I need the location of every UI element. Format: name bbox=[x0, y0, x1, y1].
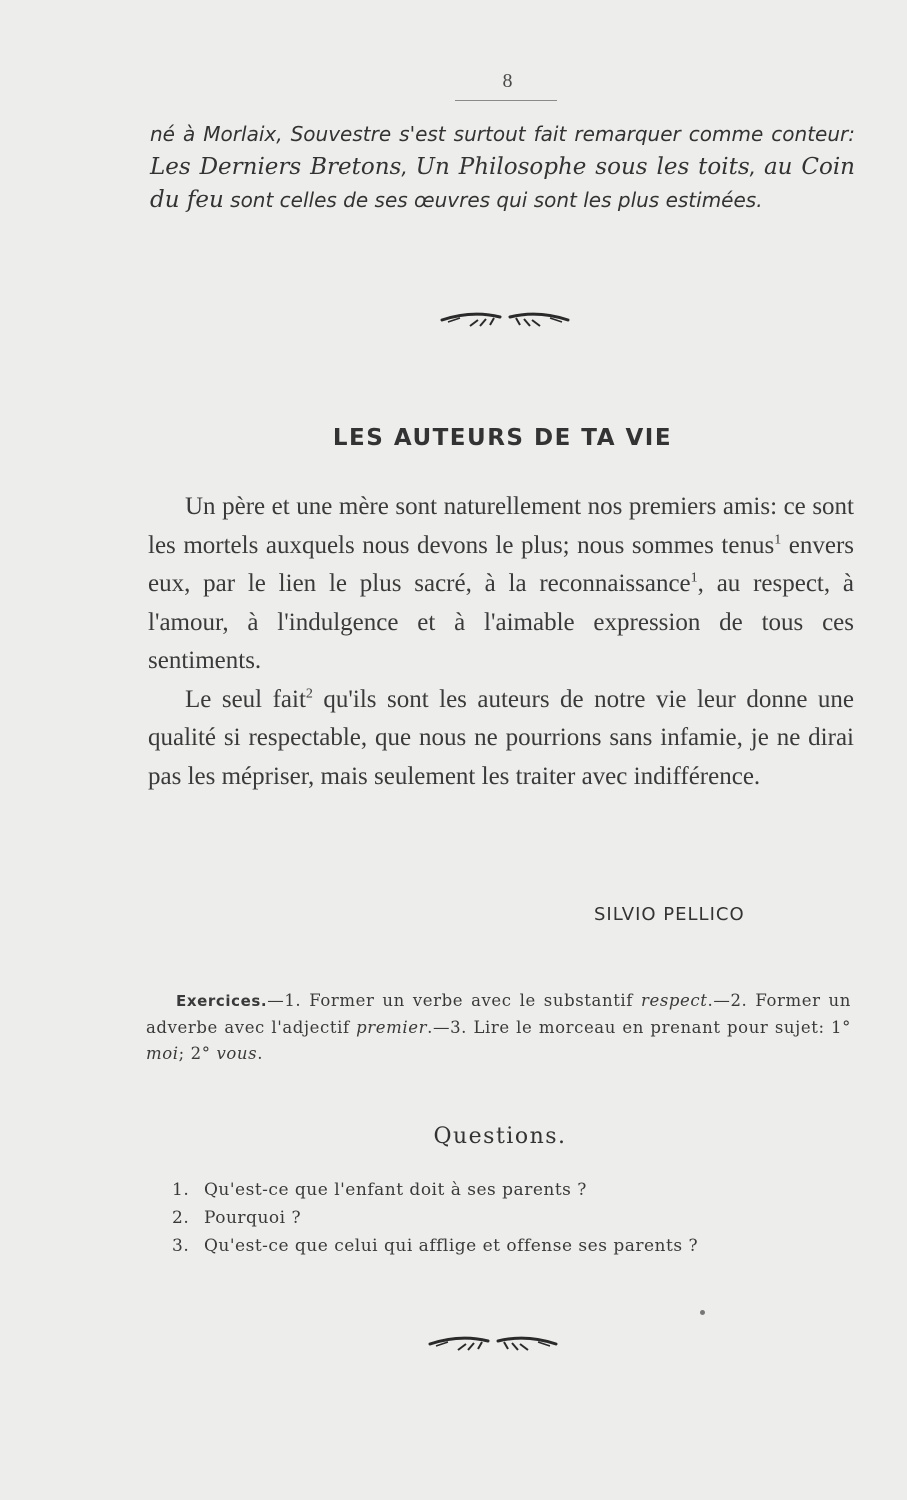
question-text: Qu'est-ce que celui qui afflige et offense ses parents ? bbox=[204, 1236, 699, 1256]
exercise-text: . bbox=[257, 1044, 264, 1063]
page-number: 8 bbox=[502, 70, 513, 92]
exercise-word: respect bbox=[640, 991, 708, 1010]
questions-heading: Questions. bbox=[433, 1124, 567, 1149]
paragraph-1 bbox=[148, 488, 854, 681]
page-number-rule bbox=[455, 100, 557, 101]
intro-text-start: né à Morlaix, Souvestre s'est surtout fait remarquer comme conteur: bbox=[150, 122, 855, 146]
work-title-coin-du-feu: au Coin du feu bbox=[150, 154, 855, 213]
author-signature: SILVIO PELLICO bbox=[594, 904, 745, 925]
paragraph-1-text: , au respect, à l'amour, à l'indulgence et à l'aimable expression de tous ces sentiments. bbox=[148, 570, 855, 674]
ornament-divider-icon bbox=[440, 308, 570, 328]
exercises-block bbox=[146, 988, 851, 1068]
work-title-derniers-bretons: Les Derniers Bretons bbox=[150, 154, 402, 180]
ink-speck bbox=[700, 1310, 705, 1315]
question-text: Qu'est-ce que l'enfant doit à ses parents ? bbox=[204, 1180, 587, 1200]
question-text: Pourquoi ? bbox=[204, 1208, 302, 1228]
exercises-label: Exercices. bbox=[176, 992, 268, 1010]
question-item bbox=[172, 1204, 852, 1232]
question-item bbox=[172, 1232, 852, 1260]
exercise-word: premier bbox=[356, 1017, 428, 1037]
exercise-word: moi bbox=[146, 1044, 179, 1063]
main-text bbox=[148, 488, 854, 796]
footnote-marker: 1 bbox=[774, 532, 782, 548]
section-heading: LES AUTEURS DE TA VIE bbox=[332, 425, 673, 451]
question-number: 2. bbox=[172, 1208, 190, 1228]
footnote-marker: 1 bbox=[690, 570, 698, 586]
paragraph-1-text: envers eux, par le lien le plus sacré, à la reconnaissance bbox=[148, 531, 854, 597]
footnote-marker: 2 bbox=[305, 686, 313, 702]
intro-paragraph bbox=[150, 118, 855, 217]
exercise-word: vous bbox=[216, 1044, 258, 1063]
paragraph-2-text: qu'ils sont les auteurs de notre vie leur donne une qualité si respectable, que nous ne pourrions sans infamie, je ne dirai pas les mépriser, mais seulement les traiter avec indifférence. bbox=[148, 685, 854, 790]
work-title-philosophe: Un Philosophe sous les toits bbox=[415, 154, 750, 180]
question-number: 3. bbox=[172, 1236, 190, 1256]
paragraph-2 bbox=[148, 681, 854, 797]
question-number: 1. bbox=[172, 1180, 190, 1200]
ornament-divider-icon bbox=[428, 1332, 558, 1352]
exercise-text: .—2. Former un adverbe avec l'adjectif bbox=[146, 991, 852, 1037]
exercise-text: —1. Former un verbe avec le substantif bbox=[267, 991, 641, 1010]
paragraph-1-text: Un père et une mère sont naturellement nos premiers amis: ce sont les mortels auxquels nous devons le plus; nous sommes tenus bbox=[148, 493, 854, 559]
exercise-text: ; 2° bbox=[178, 1044, 217, 1063]
questions-list bbox=[172, 1176, 852, 1260]
intro-text-end: sont celles de ses œuvres qui sont les plus estimées. bbox=[223, 188, 763, 212]
exercise-text: .—3. Lire le morceau en prenant pour sujet: 1° bbox=[427, 1017, 851, 1037]
question-item bbox=[172, 1176, 852, 1204]
intro-separator: , bbox=[749, 155, 764, 179]
paragraph-2-text: Le seul fait bbox=[185, 685, 306, 713]
intro-separator: , bbox=[401, 155, 416, 179]
